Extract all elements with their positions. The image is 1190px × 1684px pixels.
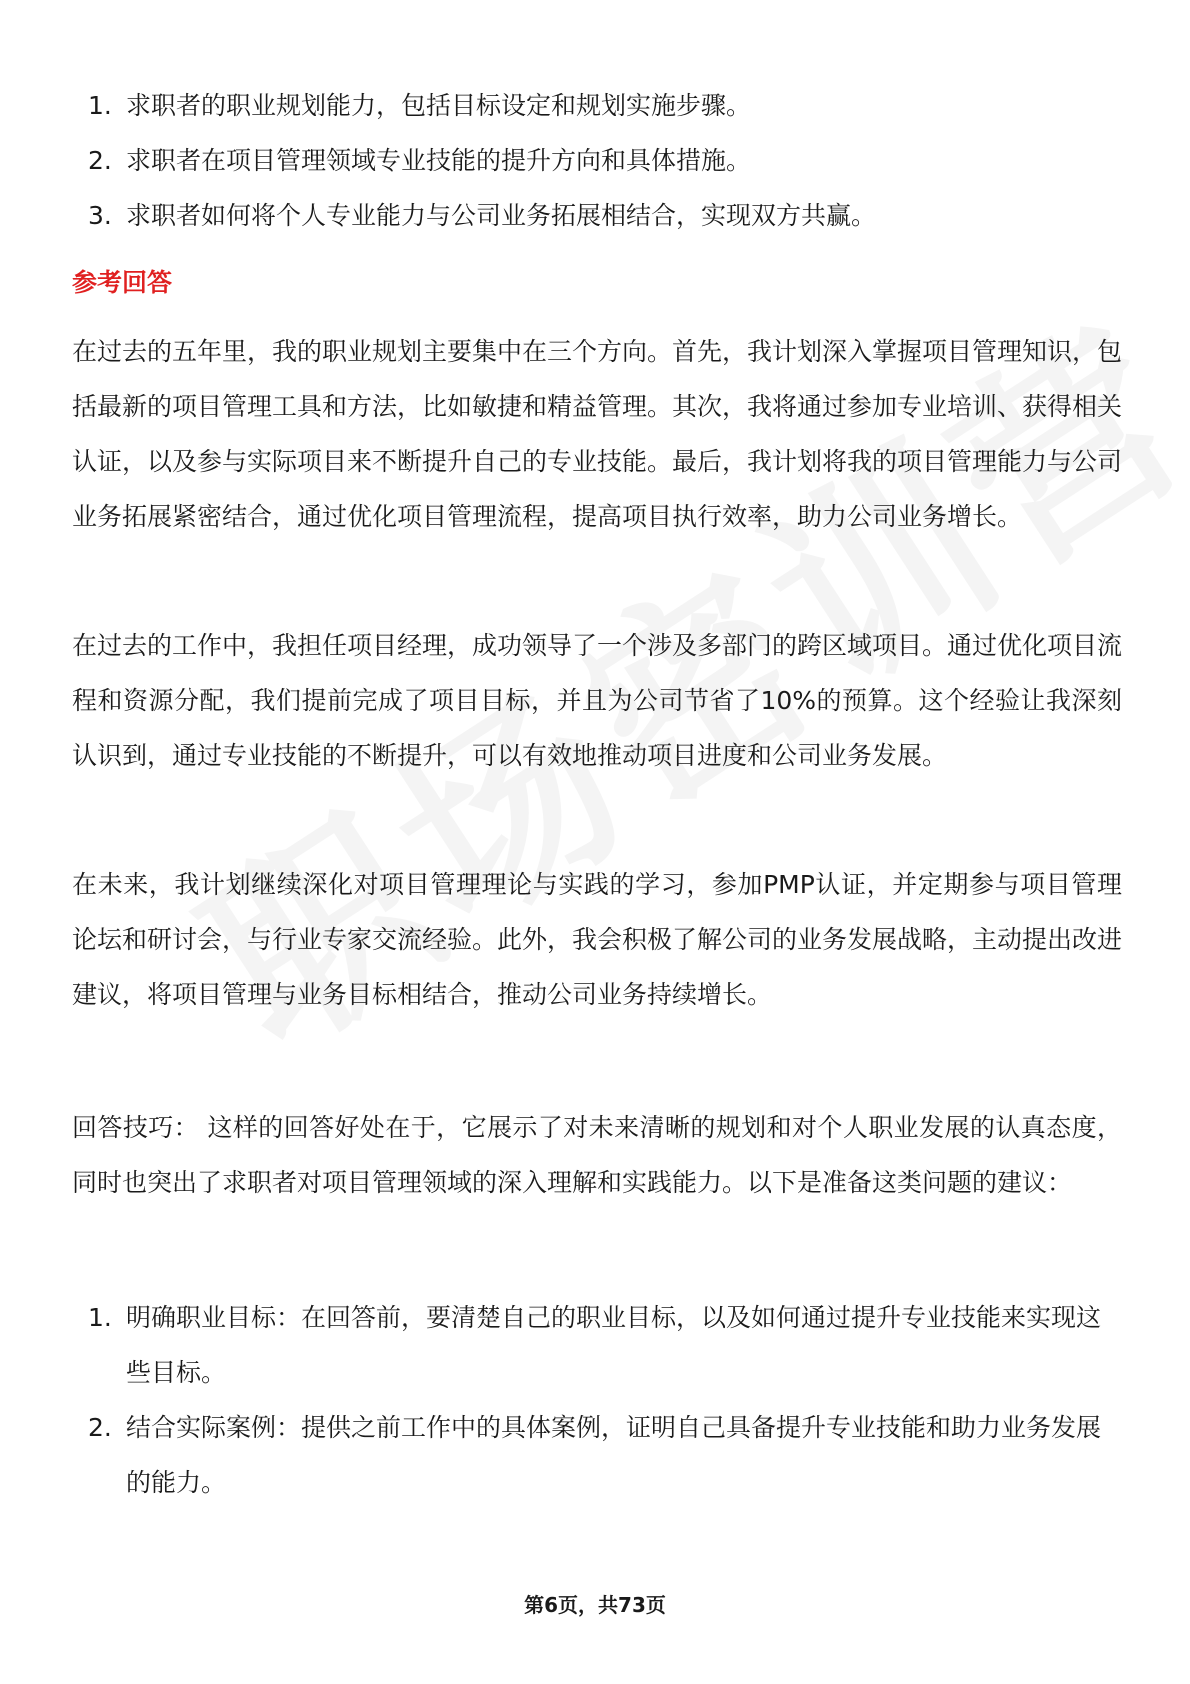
list-item xyxy=(72,188,1122,243)
list-item-text: 求职者的职业规划能力，包括目标设定和规划实施步骤。 xyxy=(126,91,752,120)
list-item xyxy=(72,133,1122,188)
list-item-number: 2. xyxy=(88,1413,112,1442)
list-item xyxy=(72,78,1122,133)
list-item xyxy=(72,1290,1122,1400)
answer-paragraph-3: 在未来，我计划继续深化对项目管理理论与实践的学习，参加PMP认证，并定期参与项目管理论坛和研讨会，与行业专家交流经验。此外，我会积极了解公司的业务发展战略，主动提出改进建议，将项目管理与业务目标相结合，推动公司业务持续增长。 xyxy=(72,870,1123,1009)
list-item-number: 1. xyxy=(88,91,112,120)
answer-paragraph-2: 在过去的工作中，我担任项目经理，成功领导了一个涉及多部门的跨区域项目。通过优化项目流程和资源分配，我们提前完成了项目目标，并且为公司节省了10%的预算。这个经验让我深刻认识到，通过专业技能的不断提升，可以有效地推动项目进度和公司业务发展。 xyxy=(72,631,1123,770)
list-item-text: 求职者如何将个人专业能力与公司业务拓展相结合，实现双方共赢。 xyxy=(126,201,877,230)
list-item-text: 求职者在项目管理领域专业技能的提升方向和具体措施。 xyxy=(126,146,752,175)
list-item-number: 3. xyxy=(88,201,112,230)
answer-paragraph-1: 在过去的五年里，我的职业规划主要集中在三个方向。首先，我计划深入掌握项目管理知识，包括最新的项目管理工具和方法，比如敏捷和精益管理。其次，我将通过参加专业培训、获得相关认证，以及参与实际项目来不断提升自己的专业技能。最后，我计划将我的项目管理能力与公司业务拓展紧密结合，通过优化项目管理流程，提高项目执行效率，助力公司业务增长。 xyxy=(72,337,1123,531)
list-item-number: 2. xyxy=(88,146,112,175)
section-heading: 参考回答 xyxy=(72,268,173,297)
list-item xyxy=(72,1400,1122,1510)
list-item-text: 结合实际案例：提供之前工作中的具体案例，证明自己具备提升专业技能和助力业务发展的能力。 xyxy=(126,1413,1102,1497)
tips-intro-paragraph: 回答技巧： 这样的回答好处在于，它展示了对未来清晰的规划和对个人职业发展的认真态度，同时也突出了求职者对项目管理领域的深入理解和实践能力。以下是准备这类问题的建议： xyxy=(72,1113,1122,1197)
page-footer: 第6页，共73页 xyxy=(524,1593,666,1617)
tips-numbered-list xyxy=(72,1290,1122,1510)
top-numbered-list xyxy=(72,78,1122,243)
list-item-number: 1. xyxy=(88,1303,112,1332)
list-item-text: 明确职业目标：在回答前，要清楚自己的职业目标，以及如何通过提升专业技能来实现这些目标。 xyxy=(126,1303,1102,1387)
